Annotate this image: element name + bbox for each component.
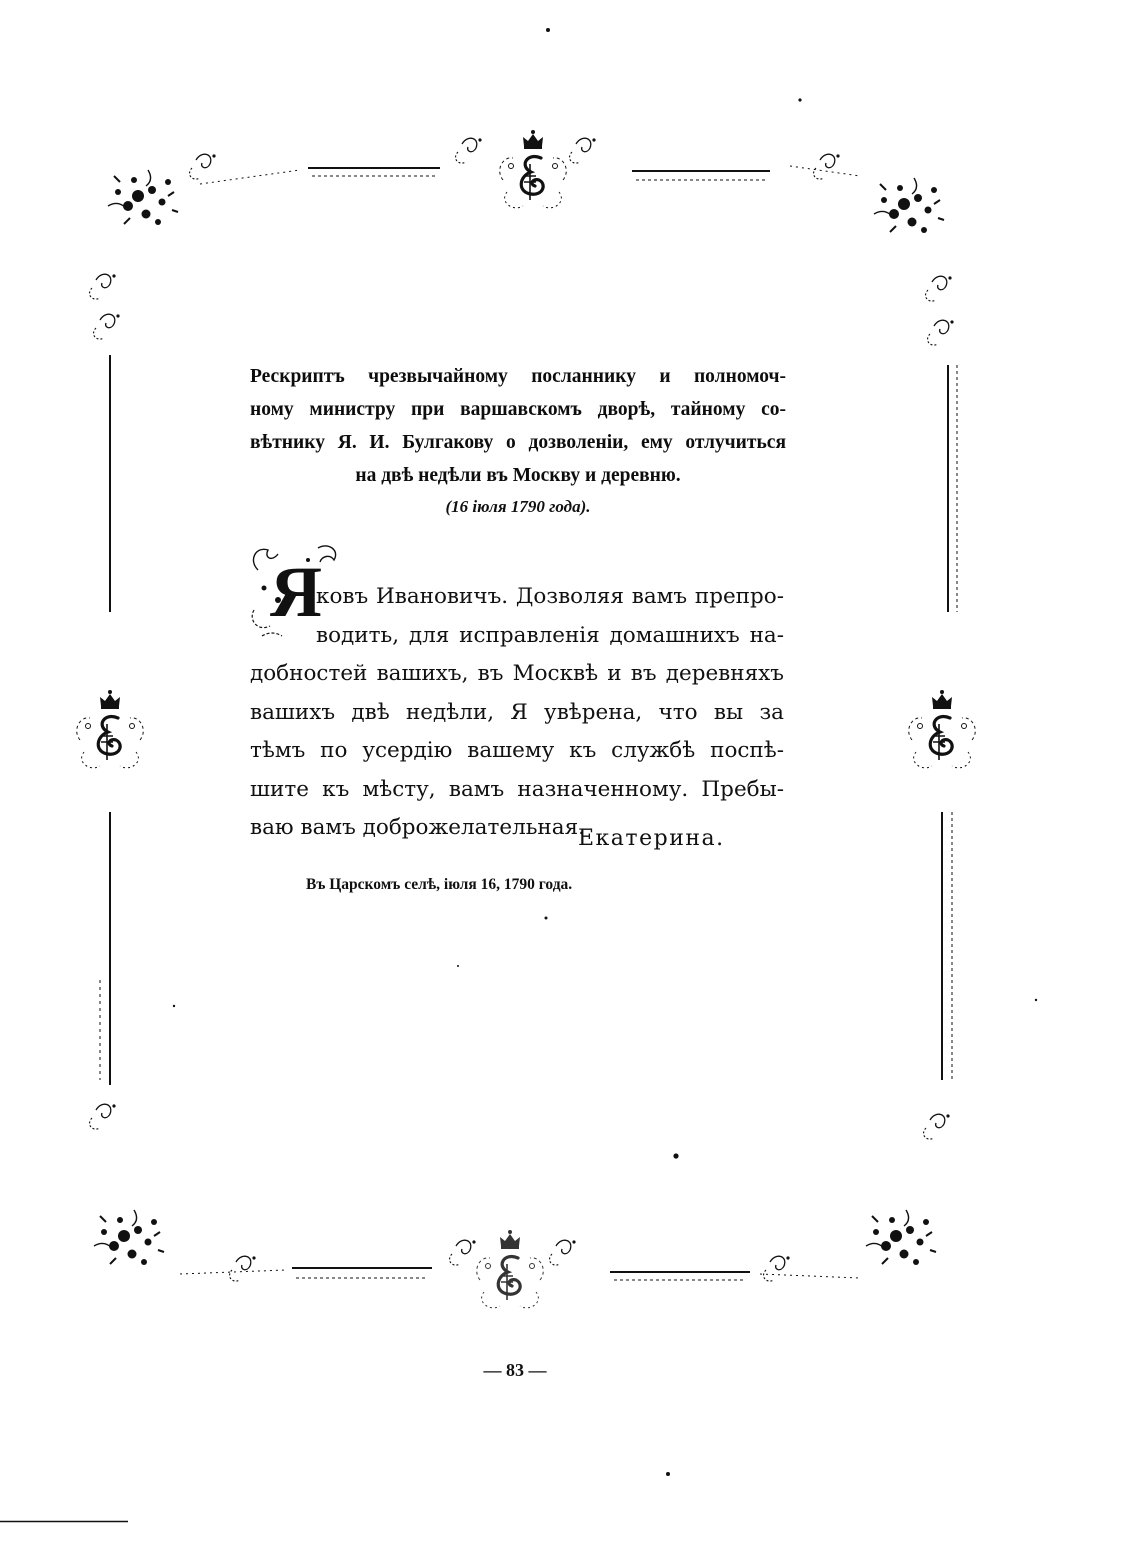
crop-mark xyxy=(0,1520,128,1523)
body-line: ковъ Ивановичъ. Дозволяя вамъ препро- xyxy=(316,584,784,609)
page-number: — 83 — xyxy=(483,1360,547,1380)
heading-line: вѣтнику Я. И. Булгакову о дозволеніи, ему отлучиться xyxy=(250,432,786,453)
body-line: ваю вамъ доброжелательная. xyxy=(250,815,585,840)
body-line: шите къ мѣсту, вамъ назначенному. Пребы- xyxy=(250,776,784,802)
letter-body xyxy=(250,578,784,848)
document-heading xyxy=(250,360,786,492)
drop-cap-letter: Я xyxy=(270,552,322,632)
body-line: вашихъ двѣ недѣли, Я увѣрена, что вы за xyxy=(250,699,784,725)
place-and-date: Въ Царскомъ селѣ, іюля 16, 1790 года. xyxy=(306,876,573,893)
body-line: водить, для исправленія домашнихъ на- xyxy=(316,622,784,648)
body-line: тѣмъ по усердію вашему къ службѣ поспѣ- xyxy=(250,738,784,763)
document-date: (16 іюля 1790 года). xyxy=(445,497,591,516)
body-line: добностей вашихъ, въ Москвѣ и въ деревняхъ xyxy=(250,661,784,686)
heading-line: на двѣ недѣли въ Москву и деревню. xyxy=(355,465,681,486)
heading-line: ному министру при варшавскомъ дворѣ, тайному со- xyxy=(250,399,786,420)
signature: Екатерина. xyxy=(578,826,725,851)
heading-line: Рескриптъ чрезвычайному посланнику и полномоч- xyxy=(250,366,786,387)
